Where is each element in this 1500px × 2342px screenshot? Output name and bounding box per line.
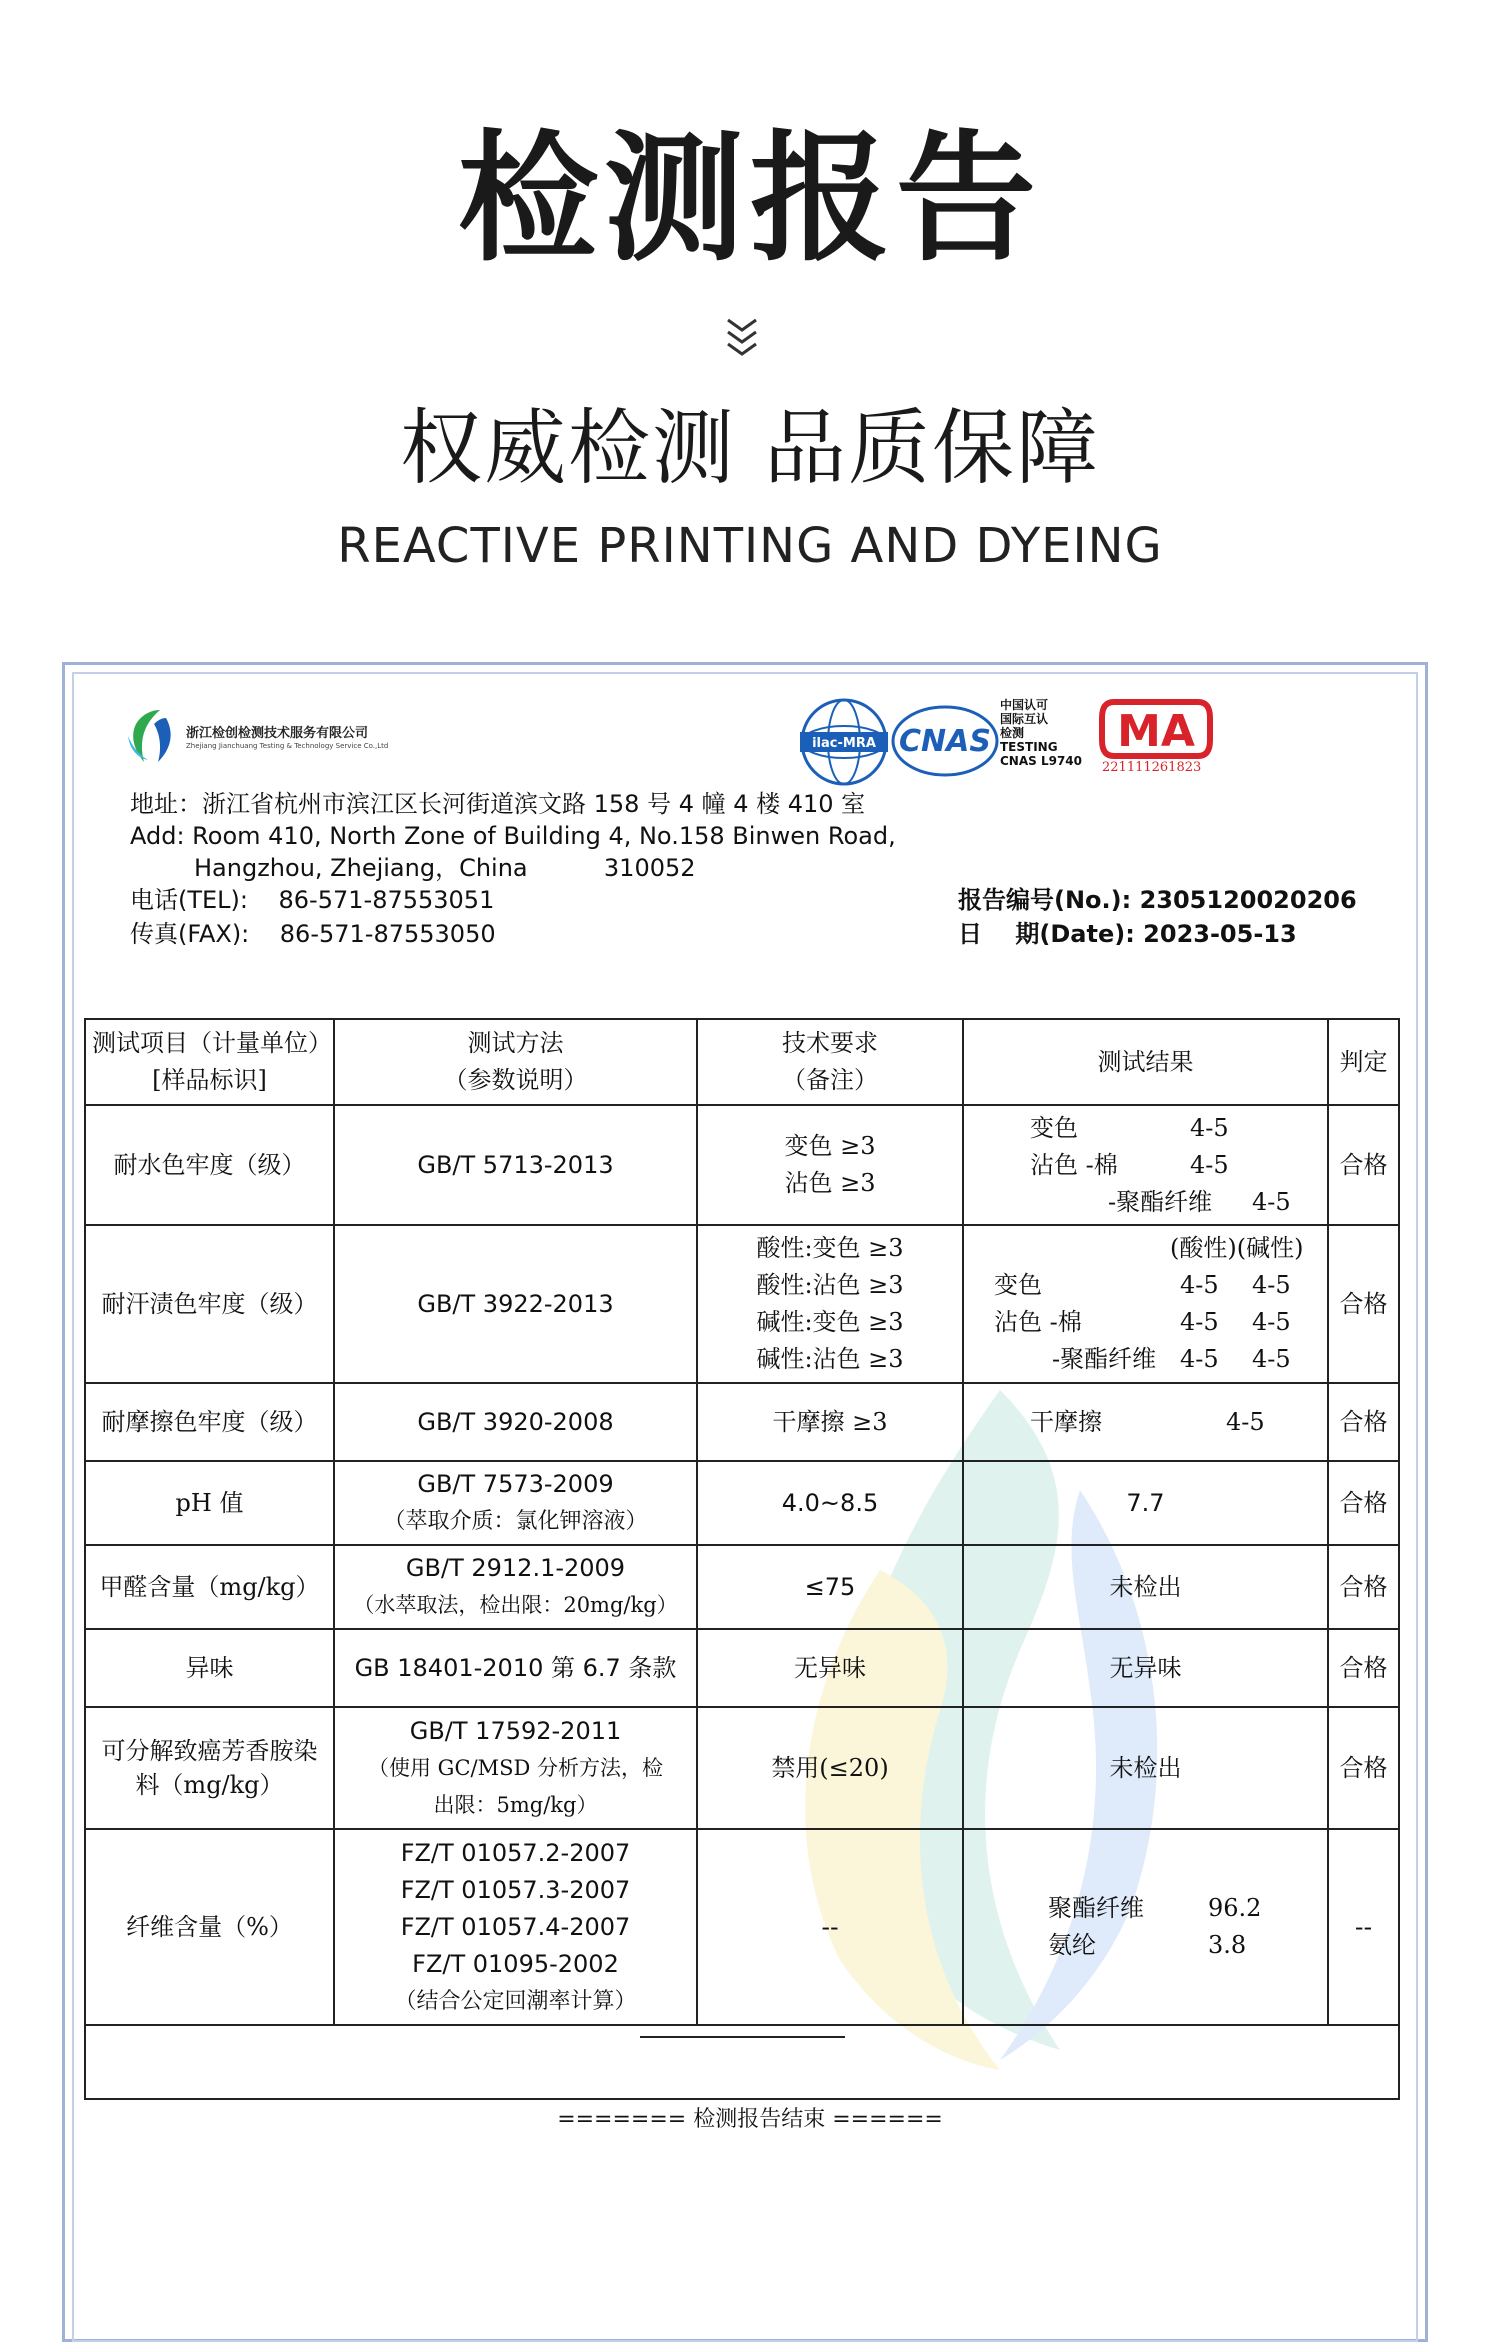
header-requirement — [697, 1019, 963, 1105]
company-logo-icon — [122, 706, 182, 766]
cell-item: 可分解致癌芳香胺染料（mg/kg） — [85, 1707, 334, 1829]
result-value: 4-5 — [1226, 1407, 1265, 1436]
table-row — [85, 1461, 1399, 1545]
result-value-alkali: 4-5 — [1252, 1345, 1291, 1373]
method-line: GB/T 3922-2013 — [417, 1289, 614, 1318]
method-line: GB/T 5713-2013 — [417, 1150, 614, 1179]
result-value: 3.8 — [1208, 1931, 1247, 1959]
page-title: 检测报告 — [457, 118, 1042, 281]
result-label: 变色 — [1030, 1113, 1078, 1142]
header-item-line: [样品标识] — [152, 1066, 267, 1094]
method-line: FZ/T 01057.3-2007 — [400, 1875, 631, 1904]
cell-method — [334, 1461, 697, 1545]
requirement-line: 无异味 — [794, 1653, 866, 1682]
subtitle-en: REACTIVE PRINTING AND DYEING — [337, 518, 1163, 574]
company-name-en: Zhejiang Jianchuang Testing & Technology Service Co.,Ltd — [186, 742, 389, 750]
result-label: 干摩擦 — [1030, 1407, 1102, 1436]
result-value-alkali: 4-5 — [1252, 1271, 1291, 1299]
cnas-line: 检测 — [1000, 726, 1025, 740]
cell-method — [334, 1629, 697, 1707]
requirement-line: 变色 ≥3 — [784, 1132, 876, 1160]
cell-requirement — [697, 1545, 963, 1629]
result-value: 96.2 — [1208, 1894, 1262, 1922]
result-header: (酸性)(碱性) — [1170, 1234, 1304, 1262]
cell-method — [334, 1545, 697, 1629]
cell-item: 纤维含量（%） — [85, 1829, 334, 2025]
cell-item: 异味 — [85, 1629, 334, 1707]
ilac-mra-logo-icon — [798, 696, 890, 788]
cell-verdict: 合格 — [1328, 1629, 1399, 1707]
table-row — [85, 1629, 1399, 1707]
cnas-line: 中国认可 — [1000, 698, 1049, 712]
result-value-acid: 4-5 — [1180, 1345, 1219, 1373]
cell-verdict: 合格 — [1328, 1707, 1399, 1829]
result-value-acid: 4-5 — [1180, 1308, 1219, 1336]
method-line: FZ/T 01095-2002 — [412, 1949, 619, 1978]
requirement-line: 碱性:沾色 ≥3 — [756, 1345, 904, 1373]
cell-result — [963, 1383, 1328, 1461]
cnas-logo-icon — [890, 704, 1000, 778]
requirement-line: 干摩擦 ≥3 — [772, 1407, 888, 1436]
fax: 传真(FAX): 86-571-87553050 — [130, 920, 496, 948]
table-row — [85, 1707, 1399, 1829]
requirement-line: 禁用(≤20) — [771, 1753, 889, 1782]
requirement-line: -- — [821, 1912, 839, 1941]
cell-requirement — [697, 1829, 963, 2025]
cell-method — [334, 1383, 697, 1461]
cell-verdict: 合格 — [1328, 1461, 1399, 1545]
report-number: 报告编号(No.): 2305120020206 — [958, 886, 1357, 914]
result-value-acid: 4-5 — [1180, 1271, 1219, 1299]
address-cn: 地址：浙江省杭州市滨江区长河街道滨文路 158 号 4 幢 4 楼 410 室 — [130, 790, 866, 818]
requirement-line: 酸性:变色 ≥3 — [756, 1234, 904, 1262]
cnas-line: 国际互认 — [1000, 712, 1049, 726]
cell-result — [963, 1829, 1328, 2025]
cnas-text-block — [1000, 698, 1082, 768]
method-line: （萃取介质：氯化钾溶液） — [383, 1509, 648, 1534]
table-row — [85, 1545, 1399, 1629]
cell-requirement — [697, 1225, 963, 1383]
requirement-line: 沾色 ≥3 — [784, 1169, 876, 1197]
cell-method — [334, 1105, 697, 1225]
company-name: 浙江检创检测技术服务有限公司 — [186, 726, 369, 741]
method-line: GB/T 3920-2008 — [417, 1407, 614, 1436]
cell-item: 耐汗渍色牢度（级） — [85, 1225, 334, 1383]
method-line: （使用 GC/MSD 分析方法，检 — [368, 1755, 663, 1780]
table-row — [85, 1829, 1399, 2025]
report-end-text: ======= 检测报告结束 ====== — [557, 2107, 943, 2132]
tel: 电话(TEL): 86-571-87553051 — [130, 886, 495, 914]
result-label: 沾色 -棉 — [1030, 1150, 1118, 1179]
header-requirement-line: （备注） — [782, 1066, 878, 1094]
result-label: -聚酯纤维 — [1052, 1345, 1157, 1373]
method-line: 出限：5mg/kg） — [433, 1792, 598, 1817]
signature-line — [640, 2036, 845, 2038]
header-method-line: （参数说明） — [443, 1066, 588, 1094]
cell-verdict: -- — [1328, 1829, 1399, 2025]
result-label: 沾色 -棉 — [994, 1308, 1082, 1336]
cell-method — [334, 1225, 697, 1383]
requirement-line: 4.0~8.5 — [781, 1488, 879, 1517]
report-date: 日 期(Date): 2023-05-13 — [958, 920, 1297, 948]
method-line: （水萃取法，检出限：20mg/kg） — [353, 1593, 678, 1617]
result-value: 4-5 — [1252, 1187, 1291, 1216]
cell-result: 无异味 — [963, 1629, 1328, 1707]
table-row — [85, 1105, 1399, 1225]
header-method-line: 测试方法 — [467, 1029, 564, 1057]
cell-item: 耐水色牢度（级） — [85, 1105, 334, 1225]
cma-logo-icon — [1098, 696, 1214, 762]
cnas-line: CNAS L9740 — [1000, 754, 1083, 768]
ilac-label: ilac-MRA — [812, 736, 876, 751]
cnas-label: CNAS — [899, 724, 991, 759]
result-value: 4-5 — [1190, 1150, 1229, 1179]
method-line: （结合公定回潮率计算） — [394, 1988, 637, 2014]
result-label: 变色 — [994, 1271, 1042, 1299]
cell-requirement — [697, 1707, 963, 1829]
cell-verdict: 合格 — [1328, 1545, 1399, 1629]
result-label: -聚酯纤维 — [1108, 1187, 1213, 1216]
method-line: GB/T 7573-2009 — [417, 1470, 614, 1498]
requirement-line: ≤75 — [804, 1572, 856, 1601]
cell-item: 甲醛含量（mg/kg） — [85, 1545, 334, 1629]
subtitle: 权威检测 品质保障 — [399, 401, 1101, 496]
header-verdict: 判定 — [1328, 1019, 1399, 1105]
cell-requirement — [697, 1383, 963, 1461]
cell-method — [334, 1829, 697, 2025]
table-header-row — [85, 1019, 1399, 1105]
method-line: GB/T 17592-2011 — [409, 1716, 622, 1745]
ma-label: MA — [1117, 706, 1195, 757]
cell-result: 7.7 — [963, 1461, 1328, 1545]
method-line: GB 18401-2010 第 6.7 条款 — [354, 1653, 677, 1682]
cell-item: 耐摩擦色牢度（级） — [85, 1383, 334, 1461]
header-method — [334, 1019, 697, 1105]
result-label: 氨纶 — [1048, 1931, 1096, 1959]
method-line: FZ/T 01057.4-2007 — [400, 1912, 631, 1941]
results-table — [84, 1018, 1400, 2100]
cell-item: pH 值 — [85, 1461, 334, 1545]
method-line: GB/T 2912.1-2009 — [405, 1554, 626, 1582]
cell-verdict: 合格 — [1328, 1383, 1399, 1461]
cell-result — [963, 1105, 1328, 1225]
result-value: 4-5 — [1190, 1113, 1229, 1142]
result-value-alkali: 4-5 — [1252, 1308, 1291, 1336]
cell-requirement — [697, 1461, 963, 1545]
table-row — [85, 1225, 1399, 1383]
table-row — [85, 1383, 1399, 1461]
header-requirement-line: 技术要求 — [782, 1029, 878, 1057]
cell-result: 未检出 — [963, 1545, 1328, 1629]
requirement-line: 酸性:沾色 ≥3 — [756, 1271, 904, 1299]
cell-method — [334, 1707, 697, 1829]
header-item — [85, 1019, 334, 1105]
chevron-down-icon — [720, 314, 764, 358]
ma-number: 221111261823 — [1102, 760, 1202, 775]
cell-result: 未检出 — [963, 1707, 1328, 1829]
address-en-1: Add: Room 410, North Zone of Building 4, No.158 Binwen Road, — [130, 822, 896, 850]
address-en-2: Hangzhou, Zhejiang，China 310052 — [194, 854, 696, 882]
result-label: 聚酯纤维 — [1048, 1894, 1144, 1922]
cnas-line: TESTING — [1000, 740, 1058, 754]
requirement-line: 碱性:变色 ≥3 — [756, 1308, 904, 1336]
method-line: FZ/T 01057.2-2007 — [400, 1838, 631, 1867]
cell-requirement — [697, 1629, 963, 1707]
cell-result — [963, 1225, 1328, 1383]
header-item-line: 测试项目（计量单位） — [92, 1029, 332, 1057]
cell-verdict: 合格 — [1328, 1105, 1399, 1225]
cell-verdict: 合格 — [1328, 1225, 1399, 1383]
header-result: 测试结果 — [963, 1019, 1328, 1105]
cell-requirement — [697, 1105, 963, 1225]
